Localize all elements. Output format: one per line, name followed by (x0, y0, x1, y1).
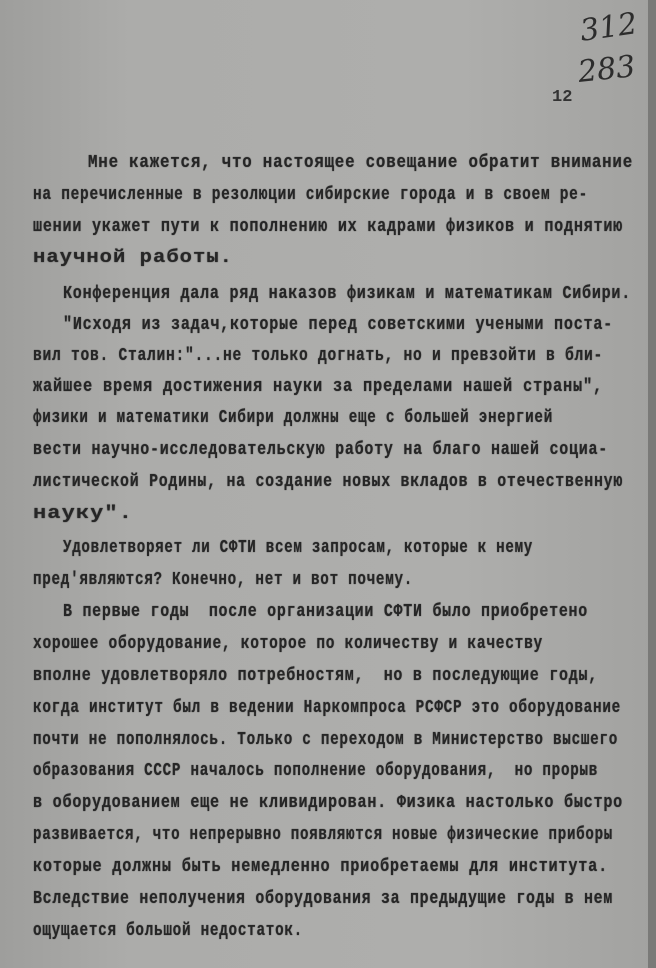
text-line: в оборудованием еще не кливидирован. Физика настолько быстро (33, 793, 623, 813)
text-line: Конференция дала ряд наказов физикам и математикам Сибири. (63, 284, 631, 304)
text-line: когда институт был в ведении Наркомпроса РСФСР это оборудование (33, 698, 621, 718)
archive-sheet-number-old: 312 (577, 6, 640, 49)
text-line: почти не пополнялось. Только с переходом в Министерство высшего (33, 730, 618, 750)
text-line: физики и математики Сибири должны еще с большей энергией (33, 408, 553, 428)
text-line: науку". (33, 504, 133, 524)
page-edge (648, 0, 656, 968)
text-line: развивается, что непрерывно появляются новые физические приборы (33, 825, 613, 845)
text-line: на перечисленные в резолюции сибирские города и в своем ре- (33, 185, 588, 205)
text-line: "Исходя из задач,которые перед советскими учеными поста- (63, 315, 613, 335)
text-line: вполне удовлетворяло потребностям, но в последующие годы, (33, 666, 598, 686)
text-line: шении укажет пути к пополнению их кадрами физиков и поднятию (33, 217, 623, 237)
text-line: вести научно-исследовательскую работу на благо нашей социа- (33, 440, 608, 460)
text-line: В первые годы после организации СФТИ было приобретено (63, 602, 588, 622)
text-line: Вследствие неполучения оборудования за предыдущие годы в нем (33, 889, 613, 909)
archive-sheet-number-new: 283 (576, 49, 637, 90)
text-line: Мне кажется, что настоящее совещание обратит внимание (88, 153, 633, 173)
text-line: жайшее время достижения науки за пределами нашей страны", (33, 377, 603, 397)
text-line: Удовлетворяет ли СФТИ всем запросам, которые к нему (63, 538, 533, 558)
text-line: листической Родины, на создание новых вкладов в отечественную (33, 472, 623, 492)
page-number: 12 (552, 88, 573, 107)
text-line: которые должны быть немедленно приобретаемы для института. (33, 857, 608, 877)
text-line: вил тов. Сталин:"...не только догнать, но и превзойти в бли- (33, 346, 603, 366)
text-line: научной работы. (33, 248, 233, 268)
text-line: пред'являются? Конечно, нет и вот почему. (33, 570, 413, 590)
text-line: хорошее оборудование, которое по количеству и качеству (33, 634, 543, 654)
text-line: образования СССР началось пополнение оборудования, но прорыв (33, 761, 598, 781)
text-line: ощущается большой недостаток. (33, 921, 303, 941)
